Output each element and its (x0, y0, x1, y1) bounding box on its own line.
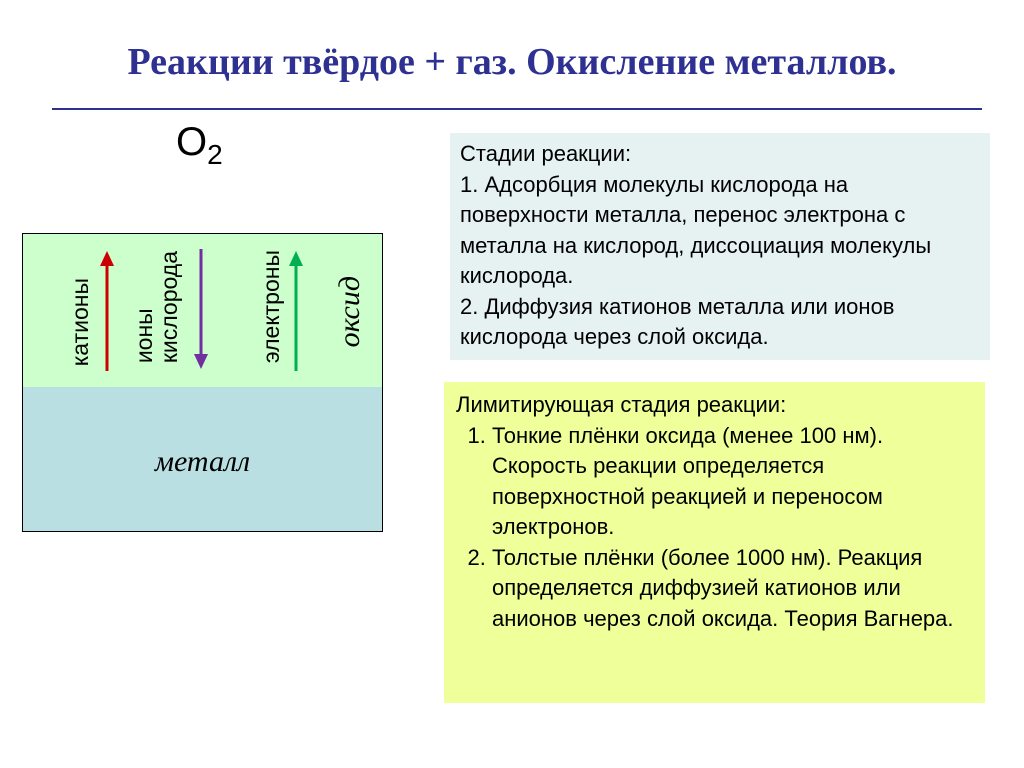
electrons-label: электроны (258, 250, 284, 364)
reaction-stages-box (450, 133, 990, 360)
electrons-arrow (289, 251, 303, 371)
limiting-stage-box (444, 382, 985, 703)
cations-label: катионы (67, 278, 93, 367)
oxygen-ions-label-line2: кислорода (156, 251, 182, 364)
limiting-item: 2. Толстые плёнки (более 1000 нм). Реакция определяется диффузией катионов или анионов через слой оксида. Теория Вагнера. (492, 543, 973, 635)
oxygen-ions-arrow (194, 249, 208, 369)
limiting-list (456, 421, 973, 635)
stage-item: 2. Диффузия катионов металла или ионов кислорода через слой оксида. (460, 293, 895, 349)
oxygen-symbol: O (176, 120, 208, 164)
metal-label: металл (154, 445, 251, 478)
oxygen-subscript: 2 (207, 139, 223, 170)
oxygen-ions-label-line1: ионы (131, 308, 157, 364)
cations-arrow (100, 251, 114, 371)
limiting-heading: Лимитирующая стадия реакции: (456, 392, 787, 417)
stage-item: 1. Адсорбция молекулы кислорода на поверхности металла, перенос электрона с металла на кислород, диссоциация молекулы кислорода. (460, 171, 932, 288)
stages-heading: Стадии реакции: (460, 141, 632, 166)
slide-title: Реакции твёрдое + газ. Окисление металлов. (127, 41, 897, 83)
oxide-label: оксид (333, 276, 366, 348)
limiting-item: 1. Тонкие плёнки оксида (менее 100 нм). Скорость реакции определяется поверхностной реакцией и переносом электронов. (492, 421, 973, 543)
